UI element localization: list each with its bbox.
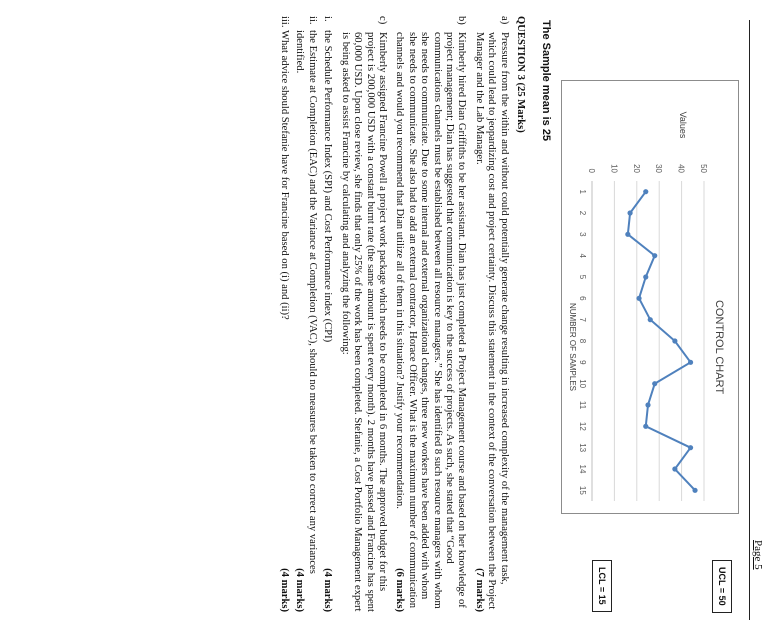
x-tick-label: 11	[578, 400, 587, 410]
x-tick-label: 6	[578, 296, 587, 301]
part-text: Kimberly hired Dian Griffiths to be her assistant. Dian has just completed a Project Management course and based on her knowledge of project management; Dian has suggested that communication is key to the success of projects. As such, she stated that “Good communications channels must be established between all resource managers.” She has identified 8 such resource managers with whom she needs to communicate. Due to some internal and external organizational changes, three new workers have been added with whom she needs to communicate. She also had to add an external contractor, Horace Officer. What is the maximum number of communication channels and would you recommend that Dian utilize all of them in this situation? Justify your recommendation.	[394, 32, 468, 609]
part-marks: (6 marks)	[394, 568, 406, 612]
subpart-marks: (4 marks)	[279, 568, 291, 612]
part-text: Pressure from the within and without could potentially generate change resulting in increased complexity of the management task, which could lead to jeopardizing cost and project certainty. Discuss this statement in the context of the conversation between the Project Manager and the Lab Manager.	[473, 32, 510, 610]
data-point	[645, 402, 650, 407]
x-tick-label: 2	[578, 210, 587, 216]
data-point	[672, 466, 677, 471]
data-point	[643, 189, 648, 194]
data-point	[652, 381, 657, 386]
x-tick-label: 10	[578, 379, 587, 389]
x-tick-label: 9	[578, 360, 587, 365]
chart-y-axis-label: Values	[678, 111, 688, 139]
subpart-label: ii.	[306, 16, 318, 25]
chart-x-axis-label: NUMBER OF SAMPLES	[568, 302, 577, 392]
x-tick-label: 15	[578, 485, 587, 495]
question-part-b	[393, 16, 467, 612]
subpart-ii	[293, 16, 318, 612]
part-marks: (7 marks)	[473, 568, 485, 612]
y-tick-label: 50	[699, 164, 708, 173]
part-label: c)	[376, 16, 388, 25]
subpart-text: the Schedule Performance Index (SPI) and Cost Performance index (CPI)	[322, 30, 334, 343]
x-tick-label: 1	[578, 189, 587, 194]
data-point	[643, 274, 648, 279]
part-label: a)	[498, 16, 510, 25]
header-rule	[749, 20, 750, 620]
x-tick-label: 4	[578, 253, 587, 258]
y-tick-label: 10	[609, 164, 619, 173]
data-point	[627, 210, 632, 215]
y-tick-label: 20	[631, 164, 641, 173]
chart-title: CONTROL CHART	[713, 299, 725, 395]
subpart-iii	[278, 16, 290, 612]
subpart-marks: (4 marks)	[322, 568, 334, 612]
data-point	[692, 488, 697, 493]
question-title: QUESTION 3 (25 Marks)	[515, 16, 526, 133]
series-line	[628, 192, 695, 491]
x-tick-label: 8	[578, 338, 587, 344]
x-tick-label: 3	[578, 232, 587, 237]
data-point	[688, 445, 693, 450]
y-tick-label: 40	[676, 164, 686, 173]
question-section	[275, 16, 526, 612]
x-tick-label: 14	[578, 464, 587, 474]
data-point	[652, 253, 657, 258]
y-tick-label: 30	[654, 164, 664, 173]
control-chart-svg	[562, 81, 738, 513]
control-chart	[561, 80, 739, 514]
data-point	[688, 360, 693, 365]
data-point	[643, 424, 648, 429]
question-part-a	[472, 16, 509, 612]
data-point	[636, 296, 641, 301]
subpart-i	[321, 16, 333, 612]
x-tick-label: 13	[578, 443, 587, 453]
part-text: Kimberly assigned Francine Powell a project work package which needs to be completed in 6 months. The approved budget for this project is 200,000 USD with a constant burnt rate (the same amount is spent every month). 2 months have passed and Francine has spent 60,000 USD. Upon close review, she finds that only 25% of the work has been completed. Stefanie, a Cost Portfolio Management expert is being asked to assist Francine by calculating and analyzing the following:	[339, 32, 388, 612]
data-point	[648, 317, 653, 322]
data-point	[672, 338, 677, 343]
subpart-label: i.	[322, 16, 334, 22]
x-tick-label: 7	[578, 317, 587, 322]
x-tick-label: 12	[578, 421, 587, 431]
subpart-marks: (4 marks)	[294, 568, 306, 612]
ucl-label-box: UCL = 50	[712, 560, 732, 613]
lcl-label-box: LCL = 15	[592, 560, 612, 612]
data-point	[625, 232, 630, 237]
x-tick-label: 5	[578, 274, 587, 280]
y-tick-label: 0	[587, 168, 596, 173]
part-label: b)	[456, 16, 468, 25]
sample-mean-label: The Sample mean is 25	[540, 20, 552, 142]
subpart-text: the Estimate at Completion (EAC) and the Variance at Completion (VAC), should no measures be taken to correct any variances identified.	[294, 30, 318, 574]
page-number: Page 5	[752, 540, 764, 570]
subpart-label: iii.	[279, 16, 291, 28]
question-part-c	[338, 16, 388, 612]
subpart-text: What advice should Stefanie have for Francine based on (i) and (ii)?	[279, 30, 291, 320]
